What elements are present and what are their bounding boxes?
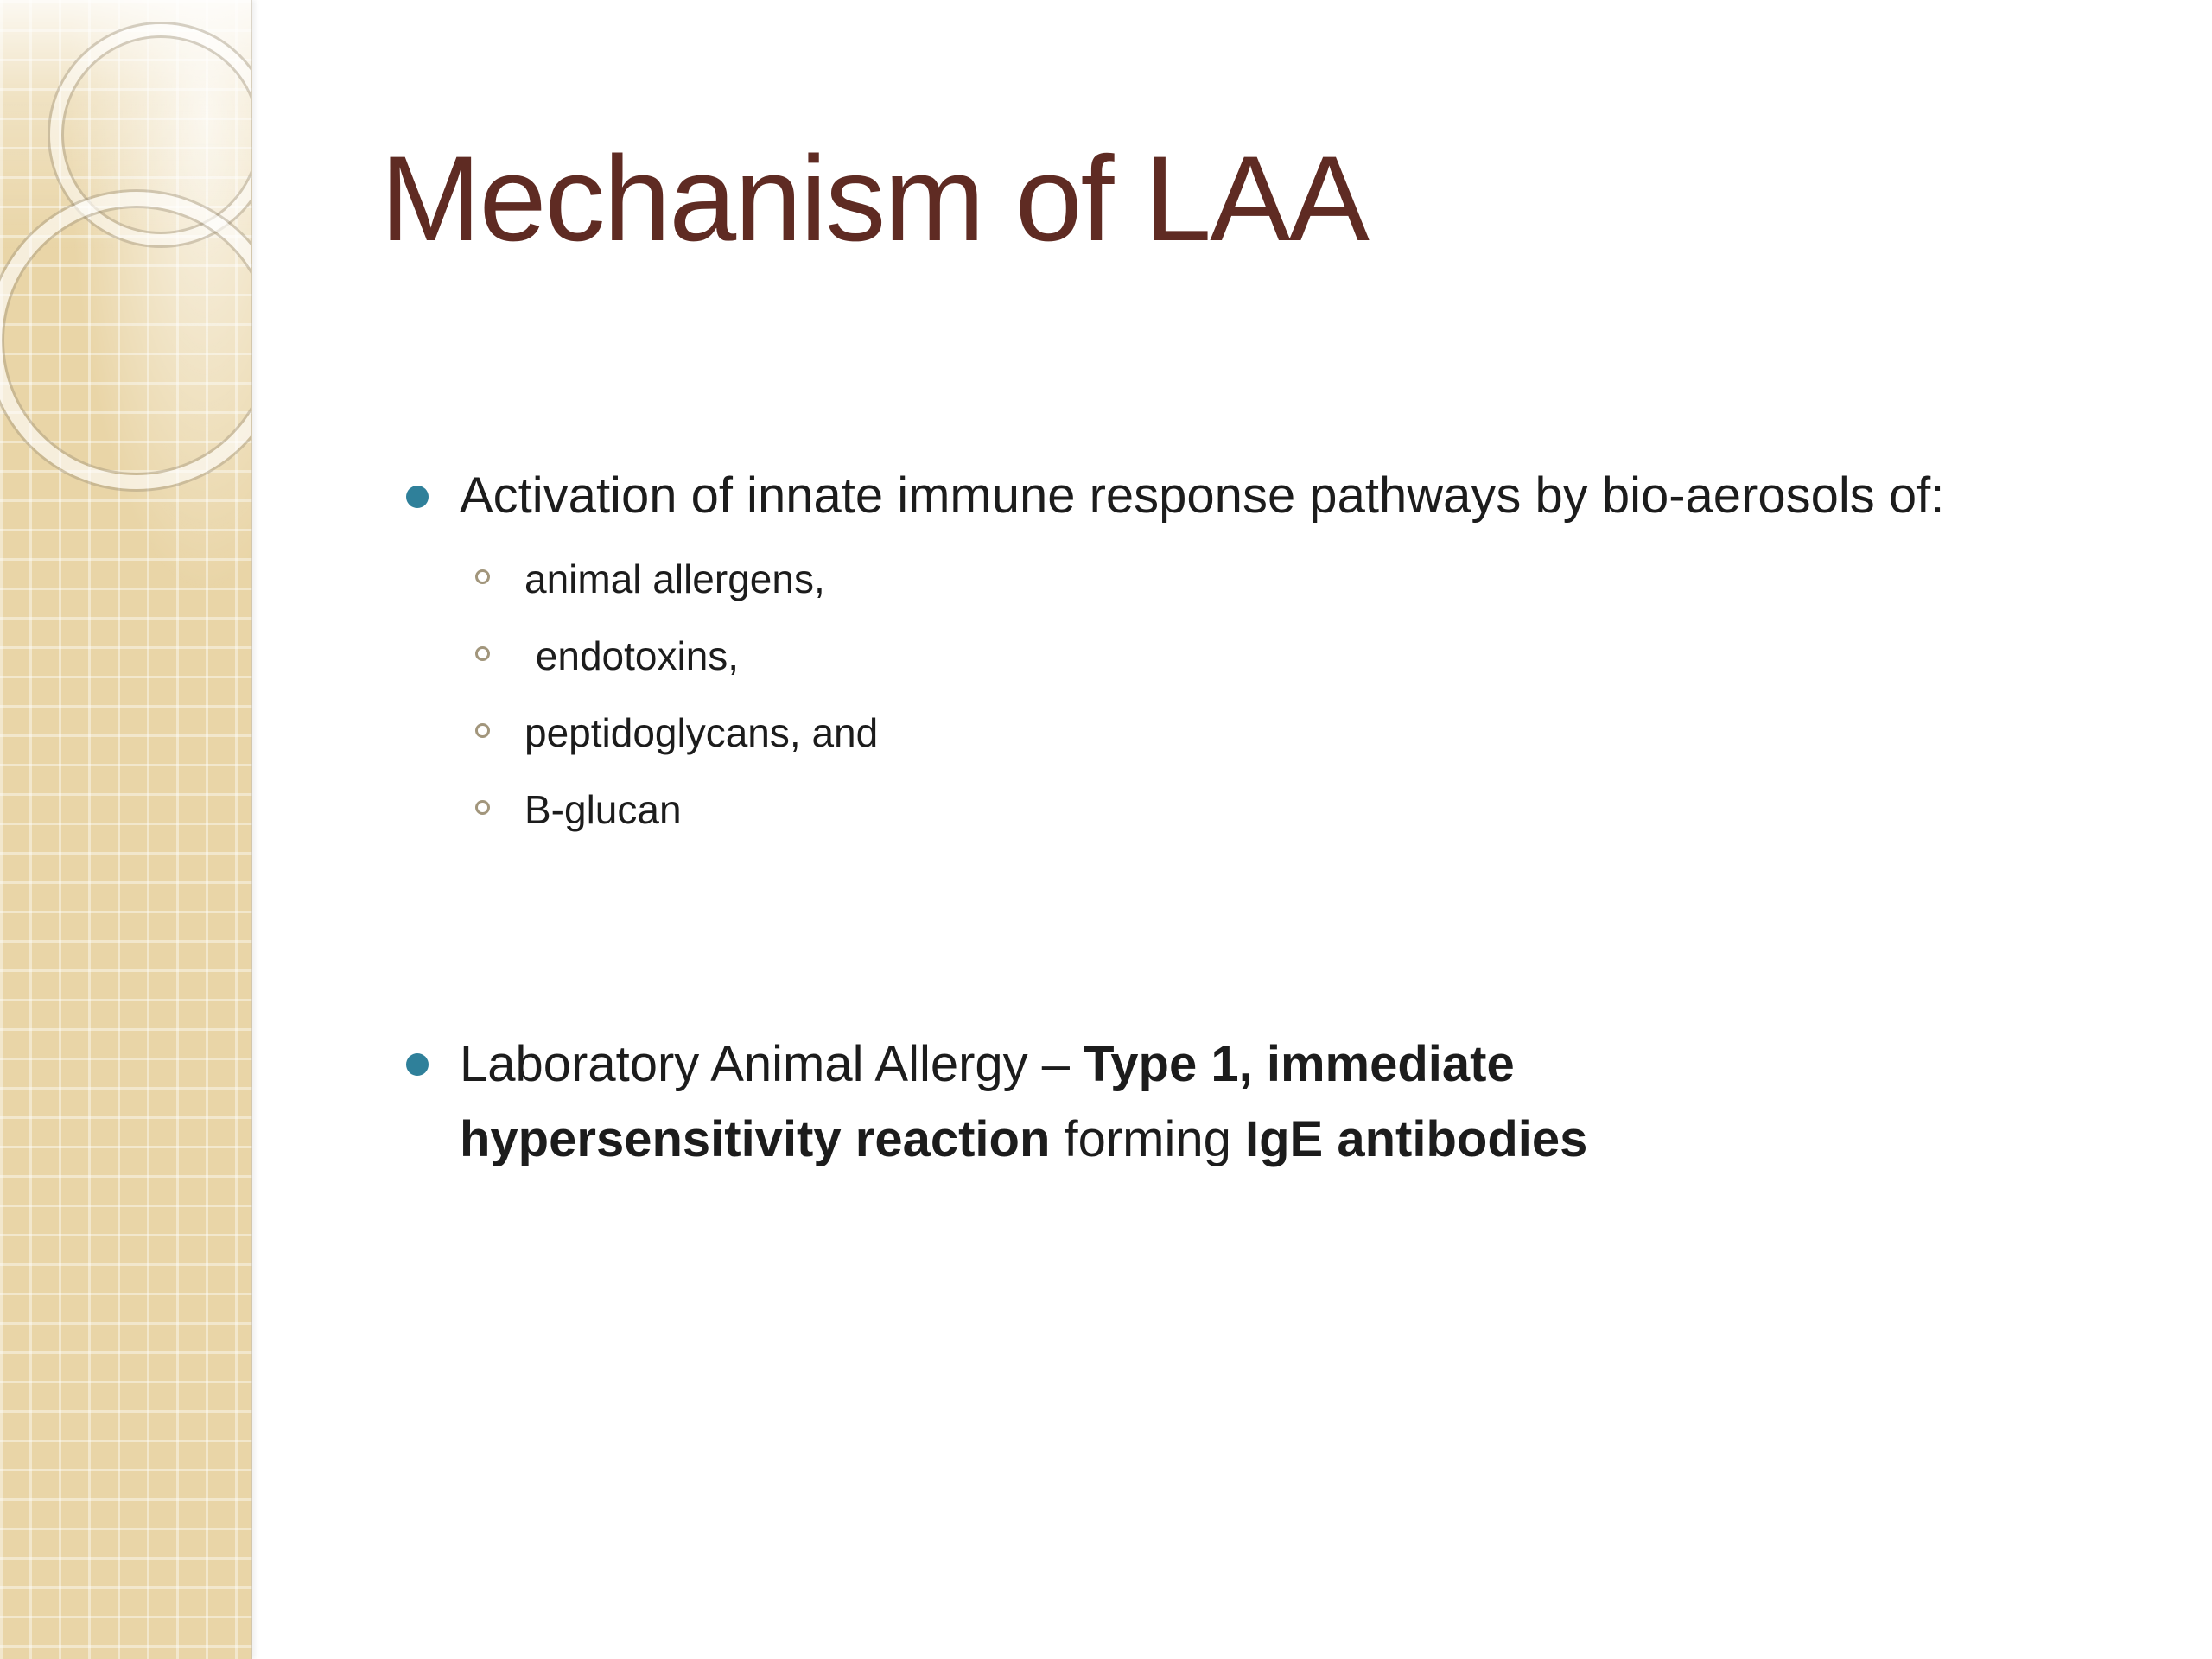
sub-bullet-item (475, 555, 878, 603)
sub-bullet-circle-icon (475, 646, 490, 661)
sub-bullet-text: endotoxins, (524, 633, 740, 679)
decorative-ring-large-icon (0, 192, 252, 489)
sub-bullet-item (475, 709, 878, 757)
bullet-2-segment-bold-1: Type 1, immediate hypersensitivity reaction (460, 1036, 1515, 1167)
bullet-1-text: Activation of innate immune response pathways by bio-aerosols of: (460, 467, 1945, 524)
sub-bullet-text: peptidoglycans, and (524, 710, 879, 756)
sub-bullet-circle-icon (475, 723, 490, 738)
sub-bullet-list (475, 555, 878, 862)
bullet-dot-icon (406, 1053, 429, 1076)
sub-bullet-text: animal allergens, (524, 556, 825, 601)
bullet-dot-icon (406, 486, 429, 508)
sub-bullet-item (475, 632, 878, 680)
sub-bullet-circle-icon (475, 569, 490, 584)
bullet-item-2 (406, 1027, 1894, 1177)
bullet-2-segment-normal-1: Laboratory Animal Allergy – (460, 1036, 1084, 1092)
sidebar-decoration (0, 0, 252, 1659)
bullet-2-text (460, 1027, 1894, 1177)
bullet-2-segment-bold-2: IgE antibodies (1245, 1111, 1588, 1167)
sub-bullet-text: B-glucan (524, 787, 682, 833)
bullet-2-segment-normal-2: forming (1050, 1111, 1246, 1167)
slide-title: Mechanism of LAA (380, 130, 1368, 266)
sub-bullet-item (475, 785, 878, 834)
sub-bullet-circle-icon (475, 800, 490, 815)
bullet-item-1 (406, 465, 1944, 528)
